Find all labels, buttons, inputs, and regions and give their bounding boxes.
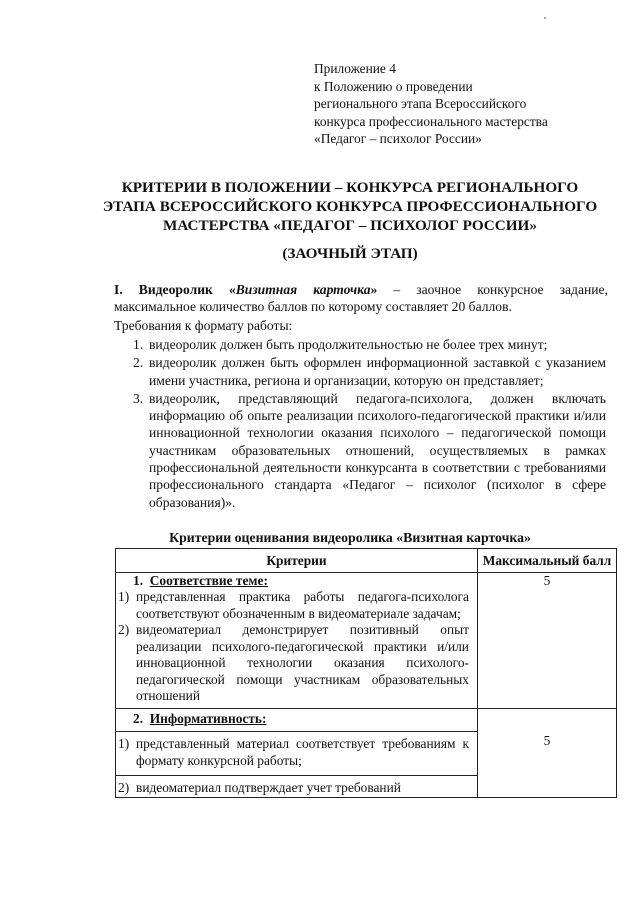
list-item	[116, 336, 606, 353]
list-item-text: видеоролик должен быть продолжительностью не более трех минут;	[149, 337, 548, 352]
criterion-item: 1) представленная практика работы педагога-психолога соответствуют обозначенным в видеоматериале задачам;	[118, 589, 469, 621]
section-1-desc: – заочное конкурсное задание,	[377, 282, 608, 297]
table-header-row	[116, 549, 617, 573]
requirements-list	[116, 336, 606, 512]
list-item-text: видеоролик должен быть оформлен информационной заставкой с указанием имени участника, региона и организации, которую он представляет;	[149, 355, 606, 388]
appendix-header	[314, 60, 614, 148]
criteria-table	[115, 548, 617, 798]
criteria-cell	[116, 708, 478, 797]
table-row	[116, 572, 617, 708]
criteria-cell	[116, 572, 478, 708]
title-line: КРИТЕРИИ В ПОЛОЖЕНИИ – КОНКУРСА РЕГИОНАЛЬНОГО	[121, 179, 579, 196]
section-1-heading-line	[114, 281, 608, 298]
criterion-heading: 2. Информативность:	[133, 710, 267, 726]
document-title	[60, 178, 640, 235]
appendix-line: регионального этапа Всероссийского	[314, 96, 527, 111]
title-line: МАСТЕРСТВА «ПЕДАГОГ – ПСИХОЛОГ РОССИИ»	[163, 217, 537, 234]
max-score-cell: 5	[477, 572, 616, 708]
column-header-max-score: Максимальный балл	[477, 549, 616, 573]
criterion-item: 1) представленный материал соответствует требованиям к формату конкурсной работы;	[116, 731, 477, 769]
list-item	[116, 354, 606, 389]
column-header-criteria: Критерии	[116, 549, 478, 573]
list-item-number: 3.	[133, 390, 144, 406]
max-score-cell: 5	[477, 708, 616, 797]
appendix-line: к Положению о проведении	[314, 78, 473, 94]
table-caption: Критерии оценивания видеоролика «Визитная карточка»	[169, 530, 531, 545]
criterion-item: 2) видеоматериал подтверждает учет требований	[116, 775, 477, 797]
title-line: ЭТАПА ВСЕРОССИЙСКОГО КОНКУРСА ПРОФЕССИОНАЛЬНОГО	[102, 198, 598, 215]
list-item	[116, 390, 606, 511]
section-1-intro	[114, 281, 608, 298]
section-1-name: Видеоролик «Визитная карточка»	[138, 282, 378, 297]
criterion-heading: 1. Соответствие теме:	[133, 572, 268, 588]
section-1-number: I.	[114, 282, 123, 297]
criterion-item: 2) видеоматериал демонстрирует позитивный опыт реализации психолого-педагогической практики и/или инновационной технологии оказания психолого-педагогической помощи участникам образовательных отношений	[118, 622, 469, 703]
list-item-number: 2.	[133, 355, 144, 371]
section-1-desc-line2: максимальное количество баллов по которому составляет 20 баллов.	[114, 299, 512, 314]
requirements-label: Требования к формату работы:	[114, 318, 293, 333]
appendix-line: конкурса профессионального мастерства	[314, 113, 548, 129]
document-subtitle: (ЗАОЧНЫЙ ЭТАП)	[282, 245, 418, 262]
table-row	[116, 708, 617, 797]
appendix-number: Приложение 4	[314, 61, 396, 76]
scan-speck	[544, 17, 546, 19]
list-item-text: видеоролик, представляющий педагога-психолога, должен включать информацию об опыте реализации психолого-педагогической практики и/или инновационной технологии оказания психолого – педагогической помощи участникам образовательных отношений, осуществляемых в рамках профессиональной деятельности конкурсанта в соответствии с требованиями профессионального стандарта «Педагог – психолог (психолог в сфере образования)».	[149, 390, 606, 510]
appendix-line: «Педагог – психолог России»	[314, 131, 482, 146]
list-item-number: 1.	[133, 337, 144, 352]
